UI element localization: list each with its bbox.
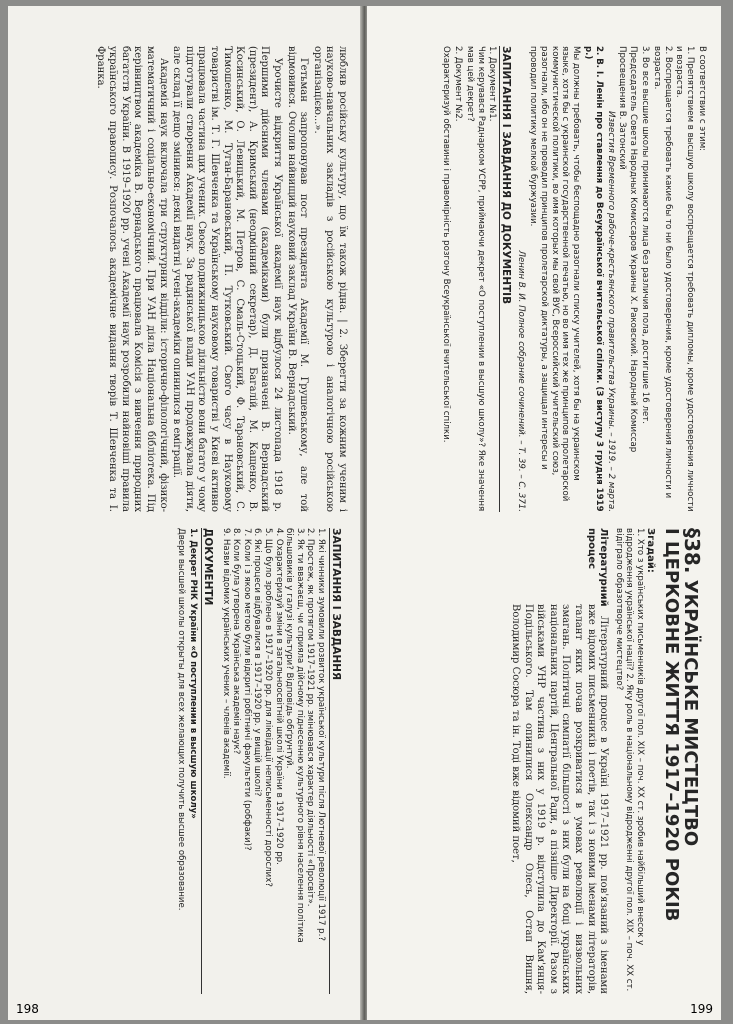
left-page-content: [8, 6, 362, 1020]
question-item: 3. Як ти вважаєш, чи сприяла дійсному піднесенню культурного рівня населення політика більшовиків у галузі культури? Відповідь обґрунтуй.: [284, 528, 305, 943]
body-paragraph: Гетьман запропонував пост президента Академії М. Грушевському, але той відмовився. Очолив найвищий науковий заклад України В. Вернадський.: [285, 46, 310, 512]
body-paragraph: Урочисте відкриття Української академії наук відбулося 24 листопада 1918 р. Першими дійсними членами (академіками) були призначені В. Вернадський (президент), А. Кримський (неодмінний секретар), Д. Багалій, М. Кащенко, В. Косинський, О. Левицький, М. Петров, С. Смаль-Стоцький, Ф. Тарановський, С. Тимошенко, М. Туган-Барановський, П. Тутковський. Свого часу в Науковому товаристві ім. Т. Г. Шевченка та Українському науковому товаристві у Києві активно працювала частина цих учених. Своєю подвижницькою діяльністю вони багато у чому підготували створення Академії наук. За радянської влади УАН продовжувала діяти, але склад її дещо змінився: деякі видатні учені-академіки опинилися в еміграції.: [171, 46, 284, 512]
question-item: 8. Коли була утворена Українська академія наук?: [231, 528, 242, 755]
page-number: 198: [16, 1002, 39, 1016]
body-paragraph: Академія наук включала три структурних відділи: історично-філологічний, фізико-математичний і соціально-економічний. При УАН діяла Національна бібліотека. Під керівництвом академіка В. Вернадського працювала Комісія з вивчення природних багатств України. В 1919–1920 рр. учені Академії наук розробили найновіші правила українського правопису. Розпочалось академічне видання творів Т. Шевченка та І. Франка.: [94, 46, 169, 512]
document-title: 1. Декрет РНК України «О поступлении в высшую школу»: [188, 528, 199, 819]
section-title: [661, 528, 704, 994]
question-item: 9. Назви відомих українських учених – членів академії.: [220, 528, 231, 779]
document-question: 2. Документ №2.: [453, 46, 464, 122]
document-question: 1. Документ №1.: [487, 46, 498, 122]
documents-heading: ДОКУМЕНТИ: [201, 528, 214, 994]
document-text: Двери высшей школы открыты для всех желающих получить высшее образование.: [176, 528, 187, 911]
left-page: [8, 6, 362, 1020]
document-question: Чим керувався Раднарком УСРР, приймаючи декрет «О поступлении в высшую школу»? Яке значення мав цей декрет?: [464, 46, 486, 512]
document-text: Председатель Совета Народных Комиссаров Украины Х. Раковский. Народный Комиссар Просвещения В. Затонский: [617, 46, 639, 453]
document-text: 2. Воспрещается требовать какие бы то ни было удостоверения, кроме удостоверения личности и возраста.: [651, 46, 673, 499]
question-item: 6. Які процеси відбувалися в 1917–1920 рр. у вищій школі?: [252, 528, 263, 797]
questions-list: [220, 528, 326, 994]
document-title: 2. В. І. Ленін про ставлення до Всеукраїнської вчительської спілки. (З виступу 3 грудня 1919 р.): [583, 46, 604, 512]
question-item: 2. Простеж, як протягом 1917–1921 рр. змінювався характер діяльності «Просвіт».: [305, 528, 316, 907]
side-label: Літературний процес: [586, 528, 610, 607]
document-question: Охарактеризуй обставини і правомірність розгону Всеукраїнської вчительської спілки.: [441, 46, 452, 443]
questions-heading: ЗАПИТАННЯ І ЗАВДАННЯ: [329, 528, 342, 994]
section-title-line1: УКРАЇНСЬКЕ МИСТЕЦТВО: [680, 579, 701, 847]
literary-block: [507, 528, 609, 994]
question-item: 1. Які чинники зумовили розвиток української культури після Лютневої революції 1917 р.?: [316, 528, 326, 941]
right-page-content: [367, 6, 721, 1020]
section-number: §38.: [680, 528, 704, 574]
document-text: Мы должны требовать, чтобы беспощадно разогнали списку учителей, хотя бы на украинском языке, хотя бы с украинской государственной печатью, но во имя тех же принципов пролетарской коммунистической политики, во имя которых мы свой ВУС, Всероссийский учительский союз, разогнали, ибо он не проводил принципов пролетарской диктатуры, а защищал интересы и проводил политику мелкой буржуазии.: [528, 46, 582, 502]
question-item: 7. Коли і з якою метою були відкриті робітничі факультети (робфаки)?: [241, 528, 252, 851]
document-text: 3. Во все высшие школы принимаются лица без различия пола, достигшие 16 лет.: [640, 46, 651, 424]
document-source: Ленин В. И. Полное собрание сочинений. – Т. 39. – С. 371.: [516, 250, 527, 512]
question-item: 4. Охарактеризуй зміни в загальноосвітній школі України в 1917–1920 рр.: [273, 528, 284, 865]
remember-text: 1. Хто з українських письменників другої пол. XIX – поч. XX ст. зробив найбільший внесок у відродження української нації? 2. Яку роль в національному відродженні другої пол. XIX – поч. XX ст. відіграло образотворче мистецтво?: [613, 528, 645, 992]
left-column-main: [18, 46, 348, 512]
remember-heading: Згадай:: [645, 528, 656, 573]
left-column-questions: [18, 528, 348, 994]
right-column-section: [377, 528, 707, 994]
right-column-documents: [377, 46, 707, 512]
document-source: Известия Временного рабоче-крестьянского правительства Украины. – 1919. – 2 марта.: [605, 111, 616, 512]
document-questions-heading: ЗАПИТАННЯ І ЗАВДАННЯ ДО ДОКУМЕНТІВ: [499, 46, 512, 512]
question-item: 5. Що було зроблено в 1917–1920 рр. для ліквідації неписьменності дорослих?: [263, 528, 274, 887]
body-paragraph: любляв російську культуру, що їм також рідна. | 2. Зберегти за кожним ученим і науково-навчальних закладів з російською культурою і аналогічною російською організацією...».: [311, 46, 348, 512]
body-paragraph: Літературний процес в Україні 1917–1921 рр. пов'язаний з іменами вже відомих письменників і поетів, так і з новими іменами літераторів, талант яких почав розкриватися в умовах революції і визвольних змагань. Політичні симпатії більшості з них були на боці українських національних партій, Центральної Ради, а пізніше Директорії. Разом з військами УНР частина з них у 1919 р. відступила до Кам'янця-Подільського. Там опинилися Олександр Олесь, Остап Вишня, Володимир Сосюра та ін. Тоді вже відомий поет,: [510, 604, 610, 994]
document-text: 1. Препятствием в высшую школу воспрещается требовать дипломы, кроме удостоверения личности и возраста.: [674, 46, 696, 512]
section-title-line2: І ЦЕРКОВНЕ ЖИТТЯ 1917–1920 РОКІВ: [661, 528, 682, 922]
document-text: В соответствии с этим:: [697, 46, 707, 152]
page-number: 199: [690, 1002, 713, 1016]
right-page: [367, 6, 721, 1020]
